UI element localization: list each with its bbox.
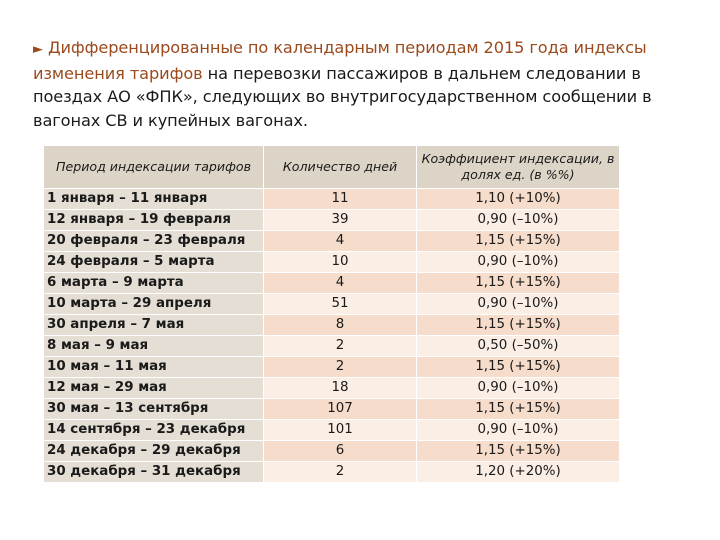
days-cell: 4 (264, 231, 417, 252)
days-cell: 39 (264, 210, 417, 231)
days-cell: 18 (264, 378, 417, 399)
coefficient-cell: 0,90 (–10%) (417, 378, 620, 399)
days-cell: 10 (264, 252, 417, 273)
table-row (44, 231, 620, 252)
table-row (44, 462, 620, 483)
period-cell: 30 декабря – 31 декабря (44, 462, 264, 483)
coefficient-cell: 1,15 (+15%) (417, 441, 620, 462)
coefficient-cell: 1,15 (+15%) (417, 273, 620, 294)
coefficient-cell: 1,10 (+10%) (417, 189, 620, 210)
slide-heading (33, 36, 683, 132)
days-cell: 51 (264, 294, 417, 315)
table-row (44, 315, 620, 336)
days-cell: 11 (264, 189, 417, 210)
coefficient-cell: 1,15 (+15%) (417, 357, 620, 378)
heading-rest-text: на перевозки пассажиров в дальнем следовании в поездах АО «ФПК», следующих во внутригосударственном сообщении в вагонах СВ и купейных вагонах. (33, 63, 652, 130)
period-cell: 10 марта – 29 апреля (44, 294, 264, 315)
period-cell: 24 декабря – 29 декабря (44, 441, 264, 462)
table-row (44, 399, 620, 420)
period-cell: 1 января – 11 января (44, 189, 264, 210)
table-row (44, 336, 620, 357)
coefficient-cell: 1,20 (+20%) (417, 462, 620, 483)
days-cell: 4 (264, 273, 417, 294)
tariff-index-table (43, 145, 620, 483)
days-cell: 2 (264, 336, 417, 357)
period-cell: 12 мая – 29 мая (44, 378, 264, 399)
table-row (44, 294, 620, 315)
coefficient-cell: 0,90 (–10%) (417, 420, 620, 441)
table-row (44, 273, 620, 294)
coefficient-cell: 0,90 (–10%) (417, 210, 620, 231)
period-cell: 14 сентября – 23 декабря (44, 420, 264, 441)
days-cell: 101 (264, 420, 417, 441)
period-cell: 24 февраля – 5 марта (44, 252, 264, 273)
period-cell: 10 мая – 11 мая (44, 357, 264, 378)
column-header-period: Период индексации тарифов (44, 146, 264, 189)
table-row (44, 441, 620, 462)
column-header-coefficient: Коэффициент индексации, в долях ед. (в %%) (417, 146, 620, 189)
table-row (44, 210, 620, 231)
days-cell: 2 (264, 462, 417, 483)
table-header-row (44, 146, 620, 189)
coefficient-cell: 0,90 (–10%) (417, 294, 620, 315)
period-cell: 12 января – 19 февраля (44, 210, 264, 231)
days-cell: 8 (264, 315, 417, 336)
coefficient-cell: 0,50 (–50%) (417, 336, 620, 357)
table-row (44, 357, 620, 378)
arrow-bullet-icon: ► (33, 42, 43, 57)
days-cell: 2 (264, 357, 417, 378)
period-cell: 6 марта – 9 марта (44, 273, 264, 294)
days-cell: 107 (264, 399, 417, 420)
days-cell: 6 (264, 441, 417, 462)
period-cell: 30 апреля – 7 мая (44, 315, 264, 336)
table-row (44, 252, 620, 273)
coefficient-cell: 0,90 (–10%) (417, 252, 620, 273)
coefficient-cell: 1,15 (+15%) (417, 315, 620, 336)
table-row (44, 378, 620, 399)
coefficient-cell: 1,15 (+15%) (417, 231, 620, 252)
table-row (44, 189, 620, 210)
period-cell: 20 февраля – 23 февраля (44, 231, 264, 252)
column-header-days: Количество дней (264, 146, 417, 189)
coefficient-cell: 1,15 (+15%) (417, 399, 620, 420)
heading-accent-text: Дифференцированные по календарным периодам 2015 года индексы изменения тарифов (33, 38, 647, 83)
table-row (44, 420, 620, 441)
period-cell: 8 мая – 9 мая (44, 336, 264, 357)
period-cell: 30 мая – 13 сентября (44, 399, 264, 420)
